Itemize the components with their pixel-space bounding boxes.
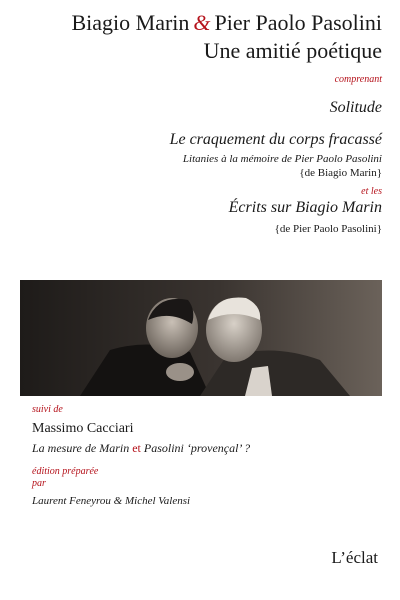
editors-names: Laurent Feneyrou & Michel Valensi — [32, 495, 191, 507]
authors-line — [12, 10, 382, 36]
edition-preparee-label: édition préparée — [32, 466, 99, 477]
suivi-de-label: suivi de — [32, 404, 63, 415]
book-title: Une amitié poétique — [203, 38, 382, 63]
et-les-label: et les — [361, 186, 382, 197]
author-cacciari: Massimo Cacciari — [32, 421, 134, 436]
photo-illustration — [20, 280, 382, 396]
ampersand: & — [193, 10, 211, 35]
work-ecrits: Écrits sur Biagio Marin — [228, 199, 382, 216]
author-marin: Biagio Marin — [71, 10, 190, 35]
cover-header — [12, 0, 382, 236]
author-pasolini: Pier Paolo Pasolini — [214, 10, 382, 35]
publisher-name: L’éclat — [331, 548, 378, 567]
essay-part2: Pasolini ‘provençal’ ? — [143, 441, 251, 455]
par-label: par — [32, 478, 46, 489]
by-pasolini: {de Pier Paolo Pasolini} — [274, 223, 382, 235]
cover-photo — [20, 280, 382, 396]
cover-bottom — [32, 404, 372, 508]
litanies-subtitle: Litanies à la mémoire de Pier Paolo Pasolini — [182, 153, 382, 165]
by-marin: {de Biagio Marin} — [299, 167, 382, 179]
comprenant-label: comprenant — [334, 74, 382, 85]
work-craquement: Le craquement du corps fracassé — [169, 131, 382, 148]
essay-title — [32, 440, 372, 456]
essay-part1: La mesure de Marin — [32, 441, 130, 455]
work-solitude: Solitude — [329, 99, 382, 116]
essay-et: et — [132, 441, 141, 455]
